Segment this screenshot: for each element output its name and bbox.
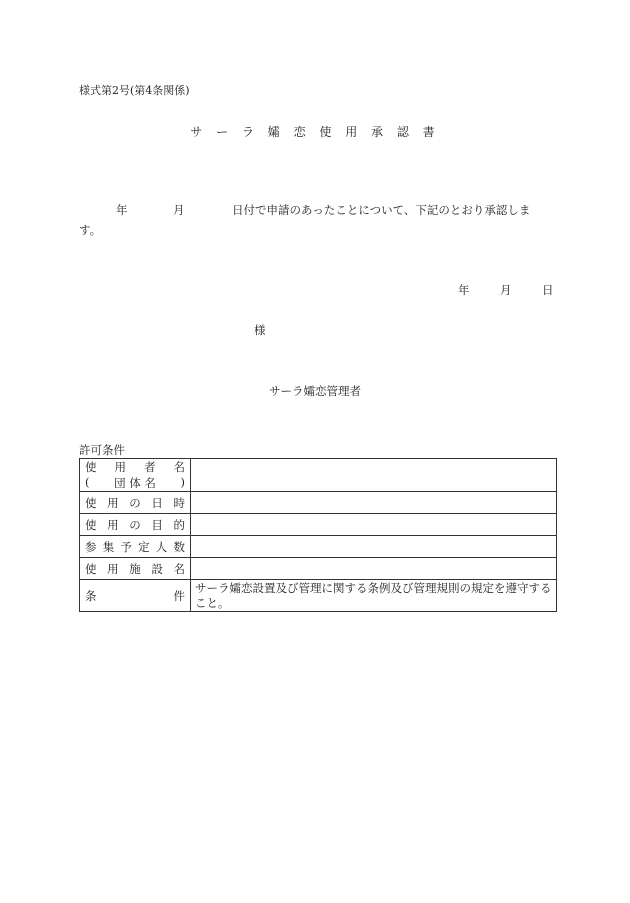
purpose-field[interactable]	[191, 514, 557, 536]
row-label-facility: 使 用 施 設 名	[80, 558, 191, 580]
recipient-honorific: 様	[254, 323, 266, 337]
conditions-table	[79, 458, 557, 612]
body-month-label: 月	[173, 203, 185, 217]
issuer-name: サーラ孀恋管理者	[269, 384, 361, 398]
issue-year-label: 年	[458, 283, 470, 297]
attendees-field[interactable]	[191, 536, 557, 558]
facility-field[interactable]	[191, 558, 557, 580]
table-row	[80, 492, 557, 514]
issue-day-label: 日	[542, 283, 554, 297]
document-title: サ ー ラ 孀 恋 使 用 承 認 書	[190, 125, 440, 139]
user-name-field[interactable]	[191, 459, 557, 492]
body-year-label: 年	[116, 203, 128, 217]
row-label-purpose: 使 用 の 目 的	[80, 514, 191, 536]
table-row	[80, 459, 557, 492]
conditions-heading: 許可条件	[79, 443, 125, 457]
row-label-date-time: 使 用 の 日 時	[80, 492, 191, 514]
body-line-1	[79, 200, 554, 220]
conditions-text: サーラ孀恋設置及び管理に関する条例及び管理規則の規定を遵守すること。	[191, 580, 557, 612]
issue-date	[456, 282, 556, 298]
table-row	[80, 514, 557, 536]
date-time-field[interactable]	[191, 492, 557, 514]
body-line-2: す。	[79, 223, 102, 237]
row-label-attendees: 参 集 予 定 人 数	[80, 536, 191, 558]
row-label-conditions: 条 件	[80, 580, 191, 612]
table-row	[80, 580, 557, 612]
table-row	[80, 558, 557, 580]
issue-month-label: 月	[500, 283, 512, 297]
row-label-user-name: 使 用 者 名 ( 団 体 名 )	[80, 459, 191, 492]
table-row	[80, 536, 557, 558]
body-line1-text: 日付で申請のあったことについて、下記のとおり承認しま	[232, 203, 531, 217]
approval-body-text	[79, 200, 554, 240]
form-number: 様式第2号(第4条関係)	[79, 84, 190, 97]
